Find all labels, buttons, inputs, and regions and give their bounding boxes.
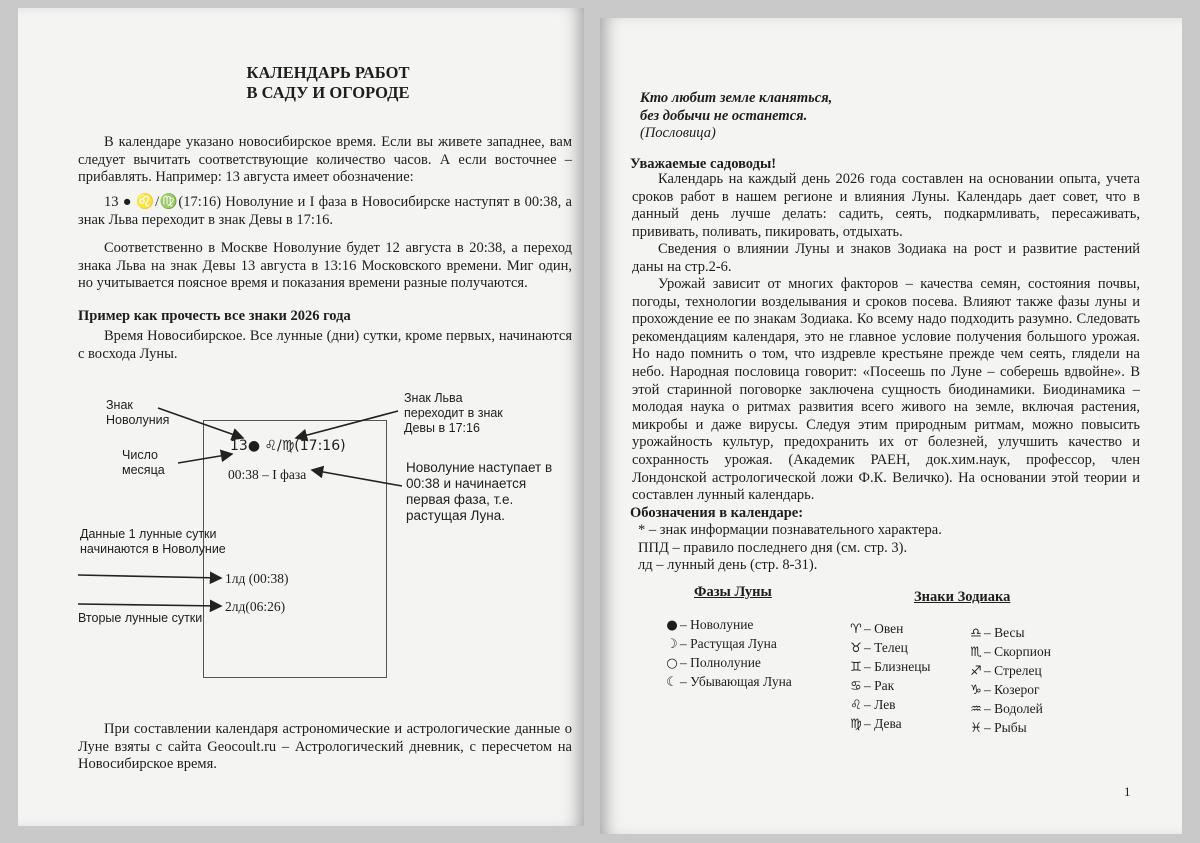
label-new-moon-sign: Знак Новолуния [106, 398, 170, 427]
arrow-leo-transition [296, 411, 398, 438]
label-leo-line-3: Девы в 17:16 [404, 421, 480, 435]
first-day-line-1: Данные 1 лунные сутки [80, 527, 217, 541]
zodiac-item [968, 643, 1051, 662]
arrow-day-of-month [178, 454, 232, 463]
legend-ppd: ППД – правило последнего дня (см. стр. 3). [638, 539, 908, 556]
zodiac-item [848, 639, 931, 658]
arrow-new-moon-sign [158, 408, 243, 438]
moon-phase-symbol-icon: ● [666, 618, 678, 633]
moon-phase-item [664, 673, 792, 692]
zodiac-label: – Лев [864, 697, 896, 712]
zodiac-heading: Знаки Зодиака [914, 589, 1011, 605]
legend-star: * – знак информации познавательного характера. [638, 522, 942, 538]
right-page [600, 18, 1182, 834]
zodiac-label: – Стрелец [984, 663, 1042, 678]
closing-paragraph: При составлении календаря астрономические и астрологические данные о Луне взяты с сайта Geocoult.ru – Астрологический дневник, с пересчетом на Новосибирское время. [78, 721, 572, 773]
zodiac-label: – Водолей [984, 701, 1043, 716]
label-leo-line-2: переходит в знак [404, 406, 503, 420]
phases-heading: Фазы Луны [694, 584, 772, 600]
zodiac-item [968, 662, 1051, 681]
first-day-line-2: начинаются в Новолуние [80, 542, 226, 556]
moon-phase-label: – Полнолуние [680, 655, 761, 670]
title-line-2: В САДУ И ОГОРОДЕ [246, 83, 410, 102]
zodiac-label: – Овен [864, 621, 904, 636]
legend-ld: лд – лунный день (стр. 8-31). [638, 557, 818, 574]
zodiac-symbol-icon: ♋ [850, 679, 862, 694]
title-line-1: КАЛЕНДАРЬ РАБОТ [246, 63, 410, 82]
moon-phase-label: – Убывающая Луна [680, 674, 792, 689]
arrow-second-lunar-day [78, 604, 221, 606]
moscow-paragraph: Соответственно в Москве Новолуние будет 12 августа в 20:38, а переход знака Льва на знак Девы 13 августа в 13:16 Московского времени. Миг один, но учитывается поясное время и показания времени разные получаются. [78, 240, 572, 292]
zodiac-symbol-icon: ♓ [970, 721, 982, 736]
zodiac-list-column-1 [848, 620, 931, 734]
example-line: 13 ● ♌/♍(17:16) Новолуние и I фаза в Новосибирске наступят в 00:38, а знак Льва переходит в знак Девы в 17:16. [78, 194, 572, 228]
legend-list [638, 522, 1138, 575]
zodiac-symbol-icon: ♒ [970, 702, 982, 717]
zodiac-item [848, 715, 931, 734]
note-line-2: 00:38 и начинается [406, 476, 527, 491]
zodiac-symbol-icon: ♐ [970, 664, 982, 679]
zodiac-item [968, 681, 1051, 700]
zodiac-symbol-icon: ♑ [970, 683, 982, 698]
zodiac-symbol-icon: ♏ [970, 645, 982, 660]
zodiac-label: – Рыбы [984, 720, 1027, 735]
page-number: 1 [1124, 784, 1131, 799]
zodiac-label: – Весы [984, 625, 1025, 640]
proverb [640, 90, 1140, 143]
intro-paragraph: В календаре указано новосибирское время. Если вы живете западнее, вам следует вычитать соответствующие количество часов. А если восточнее – прибавлять. Например: 13 августа имеет обозначение: [78, 134, 572, 186]
box-day-1: 1лд (00:38) [225, 571, 289, 586]
label-day-line-1: Число [122, 448, 158, 462]
zodiac-label: – Скорпион [984, 644, 1051, 659]
moon-phase-item [664, 654, 792, 673]
moon-phase-label: – Новолуние [680, 617, 754, 632]
zodiac-item [848, 696, 931, 715]
label-day-line-2: месяца [122, 463, 165, 477]
time-note: Время Новосибирское. Все лунные (дни) сутки, кроме первых, начинаются с восхода Луны. [78, 328, 572, 362]
note-line-3: первая фаза, т.е. [406, 492, 514, 507]
diagram-arrows [18, 8, 584, 826]
zodiac-item [848, 658, 931, 677]
moon-phase-symbol-icon: ☾ [666, 675, 678, 690]
moon-phase-label: – Растущая Луна [680, 636, 777, 651]
proverb-source: (Пословица) [640, 125, 716, 142]
note-line-1: Новолуние наступает в [406, 460, 553, 475]
zodiac-symbol-icon: ♊ [850, 660, 862, 675]
paragraph-2: Сведения о влиянии Луны и знаков Зодиака на рост и развитие растений даны на стр.2-6. [632, 241, 1140, 275]
note-line-4: растущая Луна. [406, 508, 506, 523]
proverb-line-1: Кто любит земле кланяться, [640, 90, 833, 106]
zodiac-symbol-icon: ♌ [850, 698, 862, 713]
paragraph-3: Урожай зависит от многих факторов – качества семян, состояния почвы, погоды, технологии возделывания и сроков посева. Влияют также фазы луны и прохождение ее по знакам Зодиака. Ко всему надо подходить разумно. Следовать рекомендациям календаря, это не главное условие получения большого урожая. Но надо помнить о том, что издревле крестьяне прежде чем сеять, глядели на небо. Народная пословица говорит: «Посеешь по Луне – соберешь вдвойне». В этой старинной поговорке заключена сущность биодинамики. Биодинамика – молодая наука о ритмах развития всего живого на земле, включая растения, микробы и даже вирусы. Следуя этим природным ритмам, можно повысить урожайность культур, предохранить их от болезней, улучшить качество и сохранность урожая. (Академик РАЕН, док.хим.наук, профессор, член Лондонской астрологической ложи Ф.К. Величко). На основании этой теории и составлен лунный календарь. [632, 276, 1140, 504]
zodiac-label: – Телец [864, 640, 908, 655]
zodiac-symbol-icon: ♉ [850, 641, 862, 656]
zodiac-symbol-icon: ♎ [970, 626, 982, 641]
phases-list [664, 616, 792, 692]
moon-phase-item [664, 635, 792, 654]
moon-phase-symbol-icon: ☽ [666, 637, 678, 652]
zodiac-item [968, 624, 1051, 643]
greeting: Уважаемые садоводы! [630, 156, 777, 172]
label-second-lunar-day: Вторые лунные сутки [78, 611, 203, 625]
zodiac-symbol-icon: ♈ [850, 622, 862, 637]
zodiac-symbol-icon: ♍ [850, 717, 862, 732]
zodiac-list-column-2 [968, 624, 1051, 738]
box-day-2: 2лд(06:26) [225, 599, 286, 614]
paragraph-1: Календарь на каждый день 2026 года составлен на основании опыта, учета сроков работ в нашем регионе и влияния Луны. Календарь дает совет, что в данный день лучше делать: садить, сеять, подкармливать, пересаживать, прививать, поливать, пикировать, отдыхать. [632, 171, 1140, 240]
arrow-new-moon-note [312, 470, 402, 486]
box-header-symbols: 13● ♌/♍(17:16) [230, 438, 346, 454]
box-phase: 00:38 – I фаза [228, 467, 307, 482]
zodiac-label: – Дева [864, 716, 902, 731]
arrow-first-lunar-day [78, 575, 221, 578]
zodiac-label: – Рак [864, 678, 895, 693]
zodiac-label: – Близнецы [864, 659, 931, 674]
label-leo-line-1: Знак Льва [404, 391, 463, 405]
zodiac-item [848, 677, 931, 696]
zodiac-item [848, 620, 931, 639]
moon-phase-item [664, 616, 792, 635]
example-heading: Пример как прочесть все знаки 2026 года [78, 308, 351, 324]
proverb-line-2: без добычи не останется. [640, 107, 808, 124]
moon-phase-symbol-icon: ○ [666, 656, 678, 671]
zodiac-item [968, 700, 1051, 719]
zodiac-label: – Козерог [984, 682, 1040, 697]
zodiac-item [968, 719, 1051, 738]
legend-heading: Обозначения в календаре: [630, 505, 804, 521]
left-page [18, 8, 584, 826]
